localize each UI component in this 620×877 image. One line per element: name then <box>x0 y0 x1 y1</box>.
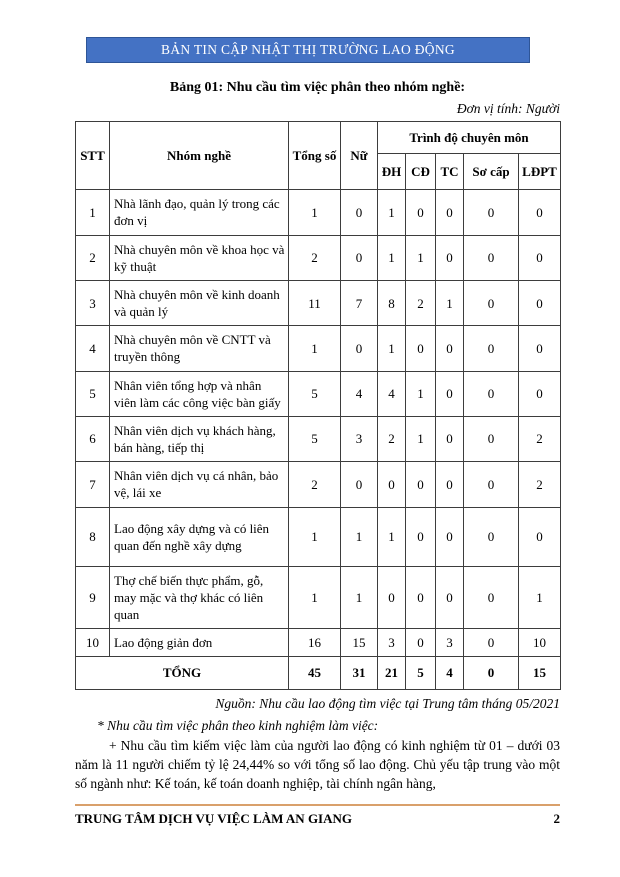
row-value: 0 <box>464 507 519 566</box>
bulletin-banner <box>86 37 530 63</box>
total-label: TỔNG <box>76 657 289 689</box>
col-header-nu: Nữ <box>341 122 378 190</box>
row-value: 0 <box>406 462 436 507</box>
table-row <box>76 326 561 371</box>
unit-note: Đơn vị tính: Người <box>456 101 560 116</box>
row-value: 0 <box>378 462 406 507</box>
row-occupation-name: Nhà chuyên môn về CNTT và truyền thông <box>110 326 289 371</box>
row-occupation-name: Lao động giản đơn <box>110 629 289 657</box>
total-tong-so: 45 <box>289 657 341 689</box>
row-stt: 9 <box>76 566 110 628</box>
row-value: 0 <box>341 190 378 235</box>
row-occupation-name: Nhà lãnh đạo, quản lý trong các đơn vị <box>110 190 289 235</box>
col-header-tong-so: Tổng số <box>289 122 341 190</box>
row-stt: 1 <box>76 190 110 235</box>
row-value: 0 <box>436 235 464 280</box>
row-value: 0 <box>436 326 464 371</box>
job-seeking-demand-table <box>75 121 561 690</box>
row-value: 1 <box>341 507 378 566</box>
row-value: 0 <box>519 507 561 566</box>
col-header-nhom-nghe: Nhóm nghề <box>110 122 289 190</box>
table-row <box>76 566 561 628</box>
row-value: 5 <box>289 371 341 416</box>
row-value: 0 <box>464 629 519 657</box>
row-value: 0 <box>378 566 406 628</box>
row-value: 0 <box>341 326 378 371</box>
row-value: 7 <box>341 280 378 325</box>
col-header-cd: CĐ <box>406 154 436 190</box>
table-row <box>76 462 561 507</box>
row-value: 2 <box>289 462 341 507</box>
total-row <box>76 657 561 689</box>
table-row <box>76 190 561 235</box>
row-occupation-name: Nhân viên tổng hợp và nhân viên làm các công việc bàn giấy <box>110 371 289 416</box>
row-value: 0 <box>436 566 464 628</box>
total-ldpt: 15 <box>519 657 561 689</box>
row-value: 0 <box>519 371 561 416</box>
row-value: 5 <box>289 416 341 461</box>
row-value: 1 <box>378 507 406 566</box>
table-body <box>76 190 561 657</box>
row-occupation-name: Lao động xây dựng và có liên quan đến nghề xây dựng <box>110 507 289 566</box>
total-so-cap: 0 <box>464 657 519 689</box>
row-value: 2 <box>378 416 406 461</box>
row-value: 1 <box>289 566 341 628</box>
row-occupation-name: Nhà chuyên môn về khoa học và kỹ thuật <box>110 235 289 280</box>
row-value: 0 <box>464 235 519 280</box>
row-value: 1 <box>341 566 378 628</box>
row-stt: 3 <box>76 280 110 325</box>
table-header <box>76 122 561 190</box>
row-value: 11 <box>289 280 341 325</box>
row-value: 3 <box>378 629 406 657</box>
col-header-stt: STT <box>76 122 110 190</box>
source-note: Nguồn: Nhu cầu lao động tìm việc tại Trung tâm tháng 05/2021 <box>215 695 560 711</box>
table-row <box>76 507 561 566</box>
total-tc: 4 <box>436 657 464 689</box>
row-value: 0 <box>436 416 464 461</box>
table-row <box>76 235 561 280</box>
row-stt: 10 <box>76 629 110 657</box>
row-stt: 6 <box>76 416 110 461</box>
row-value: 1 <box>289 507 341 566</box>
row-value: 0 <box>519 190 561 235</box>
row-value: 0 <box>406 190 436 235</box>
notes-heading: * Nhu cầu tìm việc phân theo kinh nghiệm làm việc: <box>97 717 379 733</box>
row-value: 3 <box>341 416 378 461</box>
bulletin-banner-title: BẢN TIN CẬP NHẬT THỊ TRƯỜNG LAO ĐỘNG <box>161 42 455 57</box>
row-value: 0 <box>519 326 561 371</box>
col-header-dh: ĐH <box>378 154 406 190</box>
row-value: 15 <box>341 629 378 657</box>
table-row <box>76 629 561 657</box>
row-value: 0 <box>436 371 464 416</box>
row-value: 0 <box>341 462 378 507</box>
col-header-ldpt: LĐPT <box>519 154 561 190</box>
row-value: 1 <box>519 566 561 628</box>
row-stt: 2 <box>76 235 110 280</box>
row-value: 0 <box>436 462 464 507</box>
row-value: 0 <box>436 507 464 566</box>
row-value: 16 <box>289 629 341 657</box>
row-value: 1 <box>406 371 436 416</box>
row-occupation-name: Nhà chuyên môn về kinh doanh và quản lý <box>110 280 289 325</box>
row-value: 0 <box>406 507 436 566</box>
row-value: 1 <box>378 190 406 235</box>
row-value: 4 <box>341 371 378 416</box>
row-value: 0 <box>464 190 519 235</box>
row-value: 3 <box>436 629 464 657</box>
row-value: 0 <box>464 462 519 507</box>
row-value: 2 <box>519 416 561 461</box>
total-dh: 21 <box>378 657 406 689</box>
total-nu: 31 <box>341 657 378 689</box>
row-value: 4 <box>378 371 406 416</box>
row-value: 0 <box>464 280 519 325</box>
row-value: 0 <box>519 235 561 280</box>
row-stt: 5 <box>76 371 110 416</box>
col-header-tc: TC <box>436 154 464 190</box>
footer-rule <box>75 804 560 806</box>
table-row <box>76 371 561 416</box>
col-header-trinh-do-chuyen-mon: Trình độ chuyên môn <box>378 122 561 154</box>
row-value: 0 <box>464 416 519 461</box>
row-stt: 4 <box>76 326 110 371</box>
row-occupation-name: Nhân viên dịch vụ khách hàng, bán hàng, tiếp thị <box>110 416 289 461</box>
row-value: 8 <box>378 280 406 325</box>
row-value: 1 <box>406 416 436 461</box>
row-value: 1 <box>289 190 341 235</box>
row-value: 1 <box>378 326 406 371</box>
table-title: Bảng 01: Nhu cầu tìm việc phân theo nhóm nghề: <box>169 80 466 95</box>
row-value: 2 <box>289 235 341 280</box>
row-value: 0 <box>406 566 436 628</box>
page-footer <box>75 811 560 827</box>
row-value: 1 <box>289 326 341 371</box>
table-footer <box>76 657 561 689</box>
row-occupation-name: Thợ chế biến thực phẩm, gỗ, may mặc và thợ khác có liên quan <box>110 566 289 628</box>
row-stt: 8 <box>76 507 110 566</box>
col-header-so-cap: Sơ cấp <box>464 154 519 190</box>
row-value: 0 <box>464 326 519 371</box>
page-number: 2 <box>553 811 560 827</box>
table-row <box>76 416 561 461</box>
notes-paragraph: + Nhu cầu tìm kiếm việc làm của người lao động có kinh nghiệm từ 01 – dưới 03 năm là 11 người chiếm tỷ lệ 24,44% so với tổng số lao động. Chủ yếu tập trung vào một số ngành như: Kế toán, kế toán doanh nghiệp, tài chính ngân hàng, <box>75 737 560 791</box>
row-value: 0 <box>464 371 519 416</box>
row-value: 1 <box>378 235 406 280</box>
row-value: 0 <box>406 629 436 657</box>
footer-org-name: TRUNG TÂM DỊCH VỤ VIỆC LÀM AN GIANG <box>75 811 352 827</box>
row-value: 1 <box>436 280 464 325</box>
row-value: 0 <box>436 190 464 235</box>
row-value: 10 <box>519 629 561 657</box>
row-value: 0 <box>519 280 561 325</box>
table-row <box>76 280 561 325</box>
row-value: 0 <box>464 566 519 628</box>
row-stt: 7 <box>76 462 110 507</box>
row-value: 2 <box>406 280 436 325</box>
row-occupation-name: Nhân viên dịch vụ cá nhân, bảo vệ, lái xe <box>110 462 289 507</box>
row-value: 0 <box>341 235 378 280</box>
row-value: 1 <box>406 235 436 280</box>
row-value: 2 <box>519 462 561 507</box>
total-cd: 5 <box>406 657 436 689</box>
row-value: 0 <box>406 326 436 371</box>
header-row-main <box>76 122 561 154</box>
